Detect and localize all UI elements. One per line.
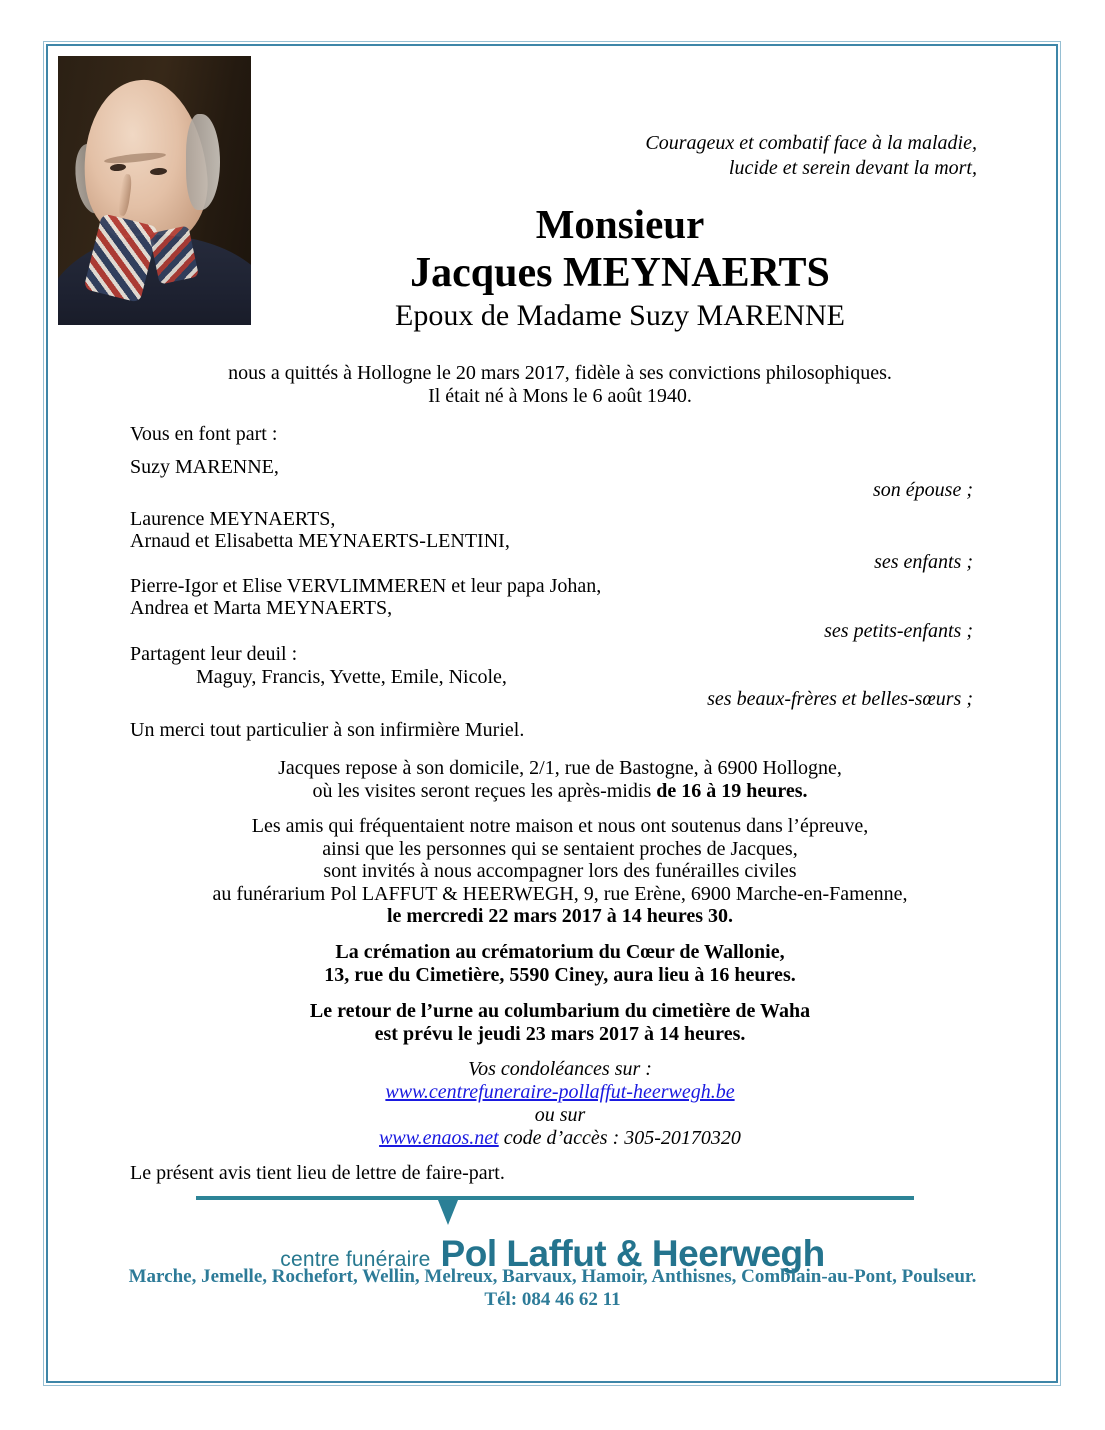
portrait-photo: [58, 56, 251, 325]
condolences-or: ou sur: [534, 1104, 586, 1126]
condolences-link2[interactable]: www.enaos.net: [379, 1127, 499, 1149]
urn-line2: est prévu le jeudi 23 mars 2017 à 14 heures.: [374, 1023, 746, 1045]
family-grandchild-name: Pierre-Igor et Elise VERVLIMMEREN et leur papa Johan,: [130, 575, 602, 597]
thanks-line: Un merci tout particulier à son infirmière Muriel.: [130, 719, 525, 741]
brand-prefix: centre funéraire: [280, 1248, 431, 1271]
family-intro: Vous en font part :: [130, 423, 278, 445]
family-grandchildren-relation: ses petits-enfants ;: [824, 620, 973, 642]
funeral-line1: Les amis qui fréquentaient notre maison et nous ont soutenus dans l’épreuve,: [251, 815, 869, 837]
funeral-line3: sont invités à nous accompagner lors des funérailles civiles: [323, 860, 797, 882]
condolences-link2-line: [140, 1127, 980, 1150]
funeral-datetime: le mercredi 22 mars 2017 à 14 heures 30.: [386, 905, 734, 927]
wake-line2: [140, 780, 980, 803]
brand-name: Pol Laffut & Heerwegh: [440, 1233, 825, 1274]
epigraph-line2: lucide et serein devant la mort,: [728, 157, 977, 179]
title-block: [258, 201, 982, 334]
condolences-intro: Vos condoléances sur :: [468, 1058, 652, 1080]
condolences-link1[interactable]: www.centrefuneraire-pollaffut-heerwegh.be: [385, 1081, 735, 1103]
spouse-line: Epoux de Madame Suzy MARENNE: [395, 299, 845, 332]
footer-phone: Tél: 084 46 62 11: [484, 1289, 621, 1310]
announcement-line1: nous a quittés à Hollogne le 20 mars 2017, fidèle à ses convictions philosophiques.: [228, 362, 892, 384]
condolences-link1-line: [140, 1081, 980, 1104]
mourning-intro: Partagent leur deuil :: [130, 643, 298, 665]
epigraph: [450, 131, 977, 181]
family-grandchild-name: Andrea et Marta MEYNAERTS,: [130, 597, 393, 619]
notice-line: Le présent avis tient lieu de lettre de faire-part.: [130, 1162, 505, 1184]
announcement-line2: Il était né à Mons le 6 août 1940.: [428, 385, 692, 407]
family-children-relation: ses enfants ;: [874, 551, 973, 573]
access-code: code d’accès : 305-20170320: [498, 1127, 741, 1149]
portrait-hair: [186, 114, 220, 210]
footer-locations: Marche, Jemelle, Rochefort, Wellin, Melreux, Barvaux, Hamoir, Anthisnes, Comblain-au-Pont, Poulseur.: [128, 1266, 977, 1287]
mourning-relation: ses beaux-frères et belles-sœurs ;: [707, 688, 973, 710]
funeral-line4: au funérarium Pol LAFFUT & HEERWEGH, 9, rue Erène, 6900 Marche-en-Famenne,: [212, 883, 908, 905]
family-spouse-name: Suzy MARENNE,: [130, 456, 279, 478]
epigraph-line1: Courageux et combatif face à la maladie,: [645, 132, 977, 154]
wake-line2-text: où les visites seront reçues les après-midis: [312, 780, 657, 802]
family-child-name: Laurence MEYNAERTS,: [130, 508, 336, 530]
family-spouse-relation: son épouse ;: [873, 479, 973, 501]
deceased-name: Jacques MEYNAERTS: [410, 250, 830, 296]
footer-rule: [196, 1196, 914, 1200]
urn-line1: Le retour de l’urne au columbarium du cimetière de Waha: [309, 1000, 811, 1022]
cremation-line2: 13, rue du Cimetière, 5590 Ciney, aura lieu à 16 heures.: [324, 964, 796, 986]
cremation-line1: La crémation au crématorium du Cœur de Wallonie,: [335, 941, 785, 963]
triangle-down-icon: [438, 1200, 458, 1225]
title-salutation: Monsieur: [535, 201, 705, 247]
wake-hours: de 16 à 19 heures.: [656, 780, 808, 802]
wake-line1: Jacques repose à son domicile, 2/1, rue de Bastogne, à 6900 Hollogne,: [278, 757, 842, 779]
family-child-name: Arnaud et Elisabetta MEYNAERTS-LENTINI,: [130, 530, 510, 552]
funeral-line2: ainsi que les personnes qui se sentaient proches de Jacques,: [322, 838, 798, 860]
mourning-names: Maguy, Francis, Yvette, Emile, Nicole,: [196, 666, 507, 688]
